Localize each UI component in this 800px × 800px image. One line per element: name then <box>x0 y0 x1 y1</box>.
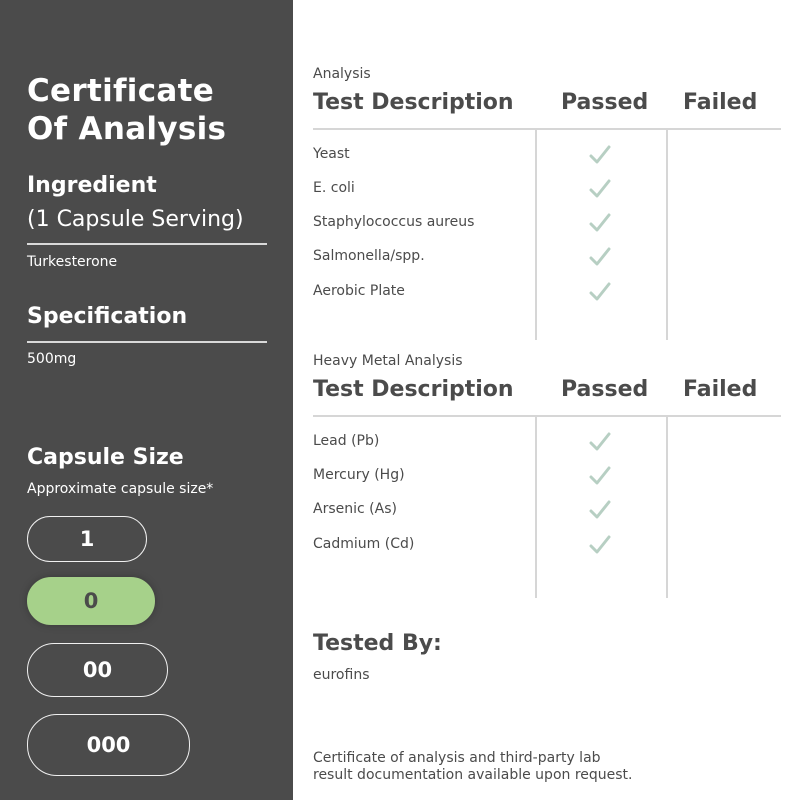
checkmark-icon <box>589 465 611 487</box>
analysis-label: Analysis <box>313 66 371 82</box>
heavy-metal-col-divider-1 <box>535 415 537 598</box>
checkmark-icon <box>589 246 611 268</box>
heavy-metal-header <box>313 377 781 409</box>
analysis-col-failed: Failed <box>683 90 758 115</box>
analysis-header <box>313 90 781 122</box>
footnote <box>313 750 743 784</box>
checkmark-icon <box>589 178 611 200</box>
heavy-metal-label: Heavy Metal Analysis <box>313 353 463 369</box>
ingredient-divider <box>27 243 267 245</box>
analysis-col-divider-2 <box>666 128 668 340</box>
certificate-title-line1: Certificate <box>27 73 215 109</box>
footnote-line2: result documentation available upon request. <box>313 767 633 783</box>
capsule-size-0-selected[interactable]: 0 <box>27 577 155 625</box>
heavy-metal-row-cadmium: Cadmium (Cd) <box>313 536 415 552</box>
heavy-metal-row-lead: Lead (Pb) <box>313 433 380 449</box>
specification-heading: Specification <box>27 304 188 329</box>
capsule-size-heading: Capsule Size <box>27 445 184 470</box>
certificate-title-line2: Of Analysis <box>27 111 227 147</box>
checkmark-icon <box>589 431 611 453</box>
heavy-metal-header-rule <box>313 415 781 417</box>
analysis-col-divider-1 <box>535 128 537 340</box>
analysis-col-description: Test Description <box>313 90 514 115</box>
results-area <box>293 0 800 800</box>
heavy-metal-col-failed: Failed <box>683 377 758 402</box>
ingredient-subheading: (1 Capsule Serving) <box>27 207 244 232</box>
heavy-metal-row-mercury: Mercury (Hg) <box>313 467 405 483</box>
analysis-row-ecoli: E. coli <box>313 180 355 196</box>
heavy-metal-col-description: Test Description <box>313 377 514 402</box>
analysis-row-yeast: Yeast <box>313 146 350 162</box>
capsule-size-00[interactable]: 00 <box>27 643 168 697</box>
capsule-size-subheading: Approximate capsule size* <box>27 481 214 497</box>
analysis-row-staph: Staphylococcus aureus <box>313 214 475 230</box>
specification-divider <box>27 341 267 343</box>
checkmark-icon <box>589 281 611 303</box>
capsule-size-000[interactable]: 000 <box>27 714 190 776</box>
analysis-col-passed: Passed <box>561 90 649 115</box>
heavy-metal-row-arsenic: Arsenic (As) <box>313 501 397 517</box>
certificate-title <box>27 72 226 148</box>
checkmark-icon <box>589 534 611 556</box>
analysis-header-rule <box>313 128 781 130</box>
left-panel <box>0 0 293 800</box>
ingredient-heading: Ingredient <box>27 173 157 198</box>
checkmark-icon <box>589 499 611 521</box>
checkmark-icon <box>589 212 611 234</box>
heavy-metal-col-divider-2 <box>666 415 668 598</box>
ingredient-value: Turkesterone <box>27 254 118 270</box>
specification-value: 500mg <box>27 351 77 367</box>
tested-by-heading: Tested By: <box>313 631 442 656</box>
analysis-row-salmonella: Salmonella/spp. <box>313 248 425 264</box>
tested-by-value: eurofins <box>313 667 370 683</box>
heavy-metal-col-passed: Passed <box>561 377 649 402</box>
checkmark-icon <box>589 144 611 166</box>
footnote-line1: Certificate of analysis and third-party lab <box>313 750 601 766</box>
capsule-size-1[interactable]: 1 <box>27 516 147 562</box>
analysis-row-aerobic: Aerobic Plate <box>313 283 405 299</box>
